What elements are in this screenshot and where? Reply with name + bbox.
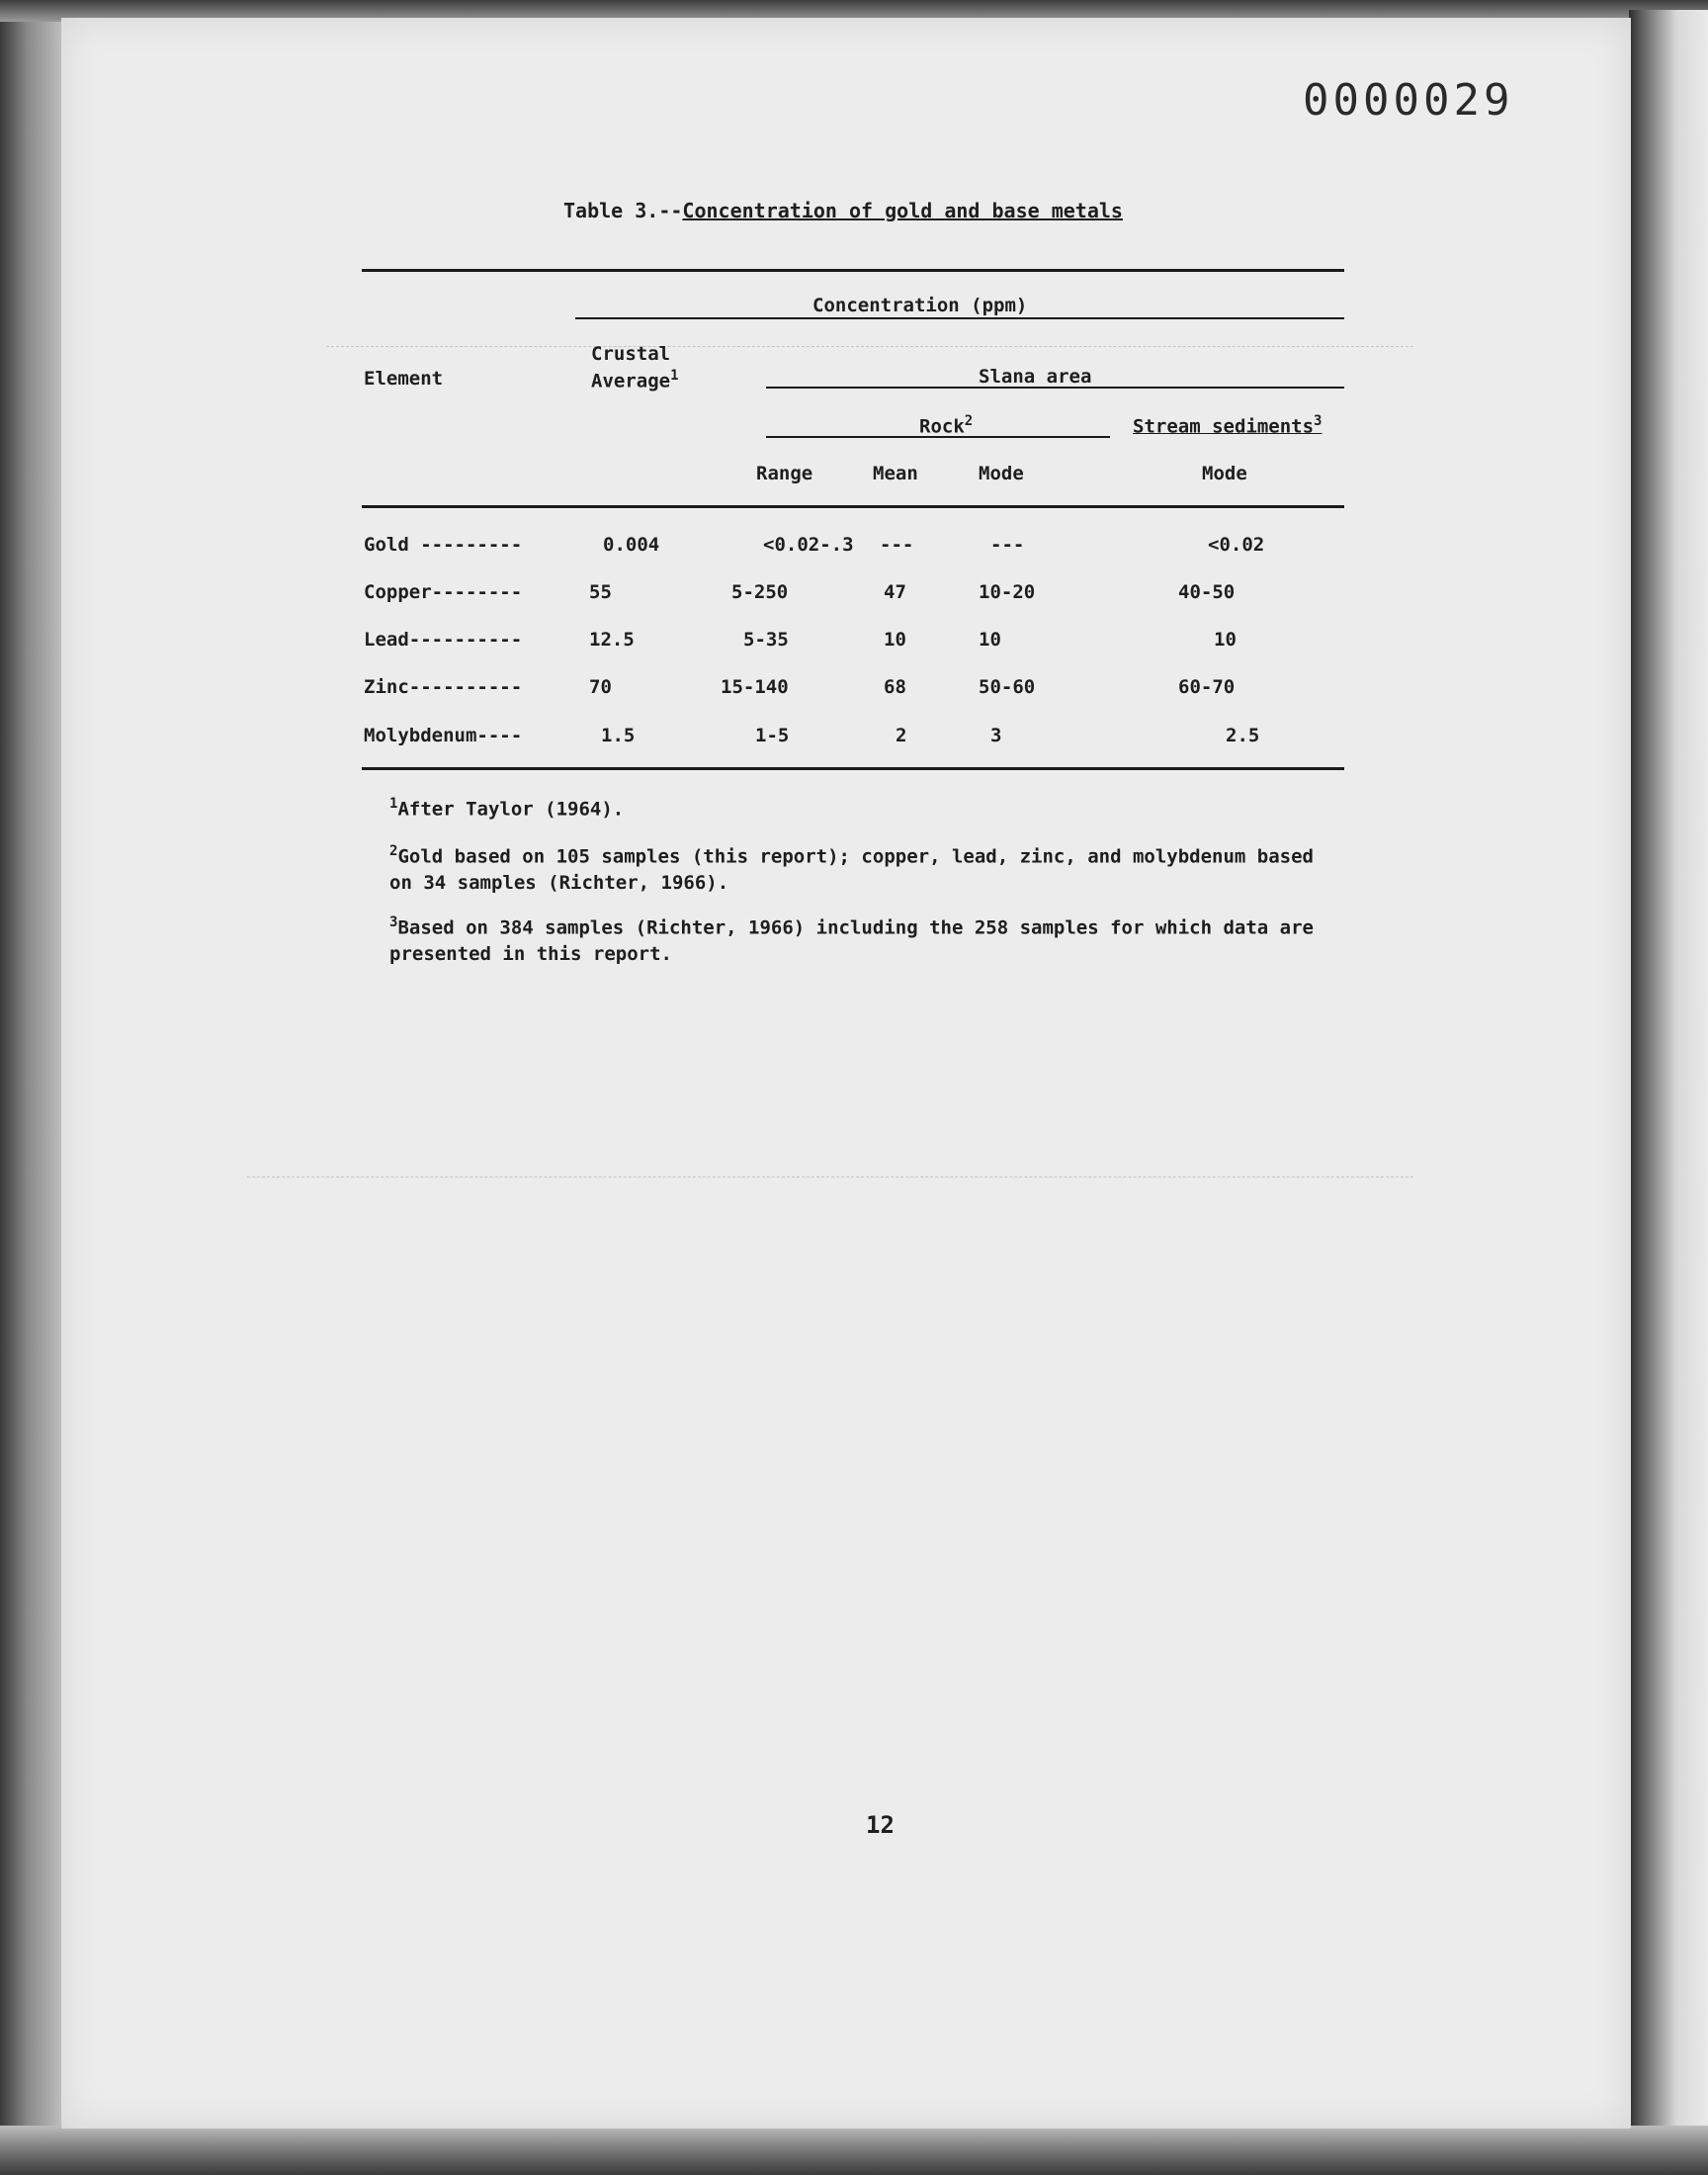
- scan-border-right: [1629, 10, 1708, 2135]
- table-bottom-rule: [362, 767, 1344, 770]
- header-crustal-line1: Crustal: [591, 343, 671, 365]
- cell-range: 5-35: [743, 629, 789, 651]
- header-range: Range: [756, 463, 813, 484]
- cell-mean: 2: [896, 725, 907, 746]
- slana-rule: [766, 387, 1344, 389]
- cell-element: Copper--------: [364, 581, 523, 603]
- header-mode: Mode: [979, 463, 1024, 484]
- footnote-mark: 2: [389, 843, 398, 859]
- cell-mode: 50-60: [979, 676, 1036, 698]
- cell-range: 15-140: [721, 676, 789, 698]
- header-stream-sediments: Stream sediments$^3$: [1133, 413, 1323, 438]
- footnote-2: $^2$Gold based on 105 samples (this report); copper, lead, zinc, and molybdenum based on 34 samples (Richter, 1966).: [389, 843, 1314, 895]
- table-caption: Concentration of gold and base metals: [682, 199, 1123, 222]
- cell-mode: ---: [990, 534, 1025, 556]
- cell-mode: 3: [990, 725, 1002, 746]
- cell-stream-mode: 2.5: [1226, 725, 1260, 746]
- header-rock: Rock$^2$: [919, 413, 974, 438]
- concentration-rule: [575, 317, 1344, 319]
- footnote-mark: 1: [389, 796, 398, 812]
- footnote-1: $^1$After Taylor (1964).: [389, 796, 625, 821]
- cell-element: Gold ---------: [364, 534, 523, 556]
- cell-crustal: 1.5: [601, 725, 636, 746]
- cell-stream-mode: <0.02: [1208, 534, 1265, 556]
- header-bottom-rule: [362, 505, 1344, 508]
- header-element: Element: [364, 368, 444, 390]
- cell-mean: 10: [884, 629, 906, 651]
- header-crustal-line2: Average$^1$: [591, 368, 679, 392]
- cell-range: <0.02-.3: [763, 534, 854, 556]
- document-page: [61, 18, 1631, 2129]
- cell-element: Lead----------: [364, 629, 523, 651]
- cell-stream-mode: 40-50: [1178, 581, 1236, 603]
- footnote-mark: 3: [389, 914, 398, 930]
- table-title: [563, 199, 1123, 222]
- cell-mean: ---: [880, 534, 914, 556]
- cell-mean: 47: [884, 581, 906, 603]
- footnote-3: $^3$Based on 384 samples (Richter, 1966) including the 258 samples for which data are presented in this report.: [389, 914, 1314, 966]
- table-top-rule: [362, 269, 1344, 272]
- scan-border-left: [0, 0, 69, 2175]
- page-number: 12: [866, 1811, 895, 1839]
- rock-rule: [766, 436, 1110, 438]
- cell-range: 1-5: [755, 725, 790, 746]
- cell-mode: 10-20: [979, 581, 1036, 603]
- cell-element: Zinc----------: [364, 676, 523, 698]
- document-number: 0000029: [1303, 75, 1514, 126]
- cell-element: Molybdenum----: [364, 725, 523, 746]
- cell-mode: 10: [979, 629, 1001, 651]
- scan-border-bottom: [0, 2126, 1708, 2175]
- cell-crustal: 55: [589, 581, 612, 603]
- cell-stream-mode: 60-70: [1178, 676, 1236, 698]
- footnote-marker: 2: [964, 413, 974, 429]
- cell-range: 5-250: [731, 581, 789, 603]
- cell-stream-mode: 10: [1214, 629, 1237, 651]
- header-mean: Mean: [873, 463, 918, 484]
- header-slana-area: Slana area: [979, 366, 1092, 388]
- footnote-marker: 1: [670, 368, 679, 384]
- cell-crustal: 0.004: [603, 534, 660, 556]
- cell-crustal: 12.5: [589, 629, 635, 651]
- bleed-through-rule: [247, 1176, 1413, 1177]
- footnote-marker: 3: [1314, 413, 1323, 429]
- header-stream-mode: Mode: [1202, 463, 1247, 484]
- header-concentration: Concentration (ppm): [812, 295, 1028, 316]
- cell-mean: 68: [884, 676, 906, 698]
- cell-crustal: 70: [589, 676, 612, 698]
- bleed-through-rule: [326, 346, 1413, 347]
- table-label: Table 3.--: [563, 199, 683, 222]
